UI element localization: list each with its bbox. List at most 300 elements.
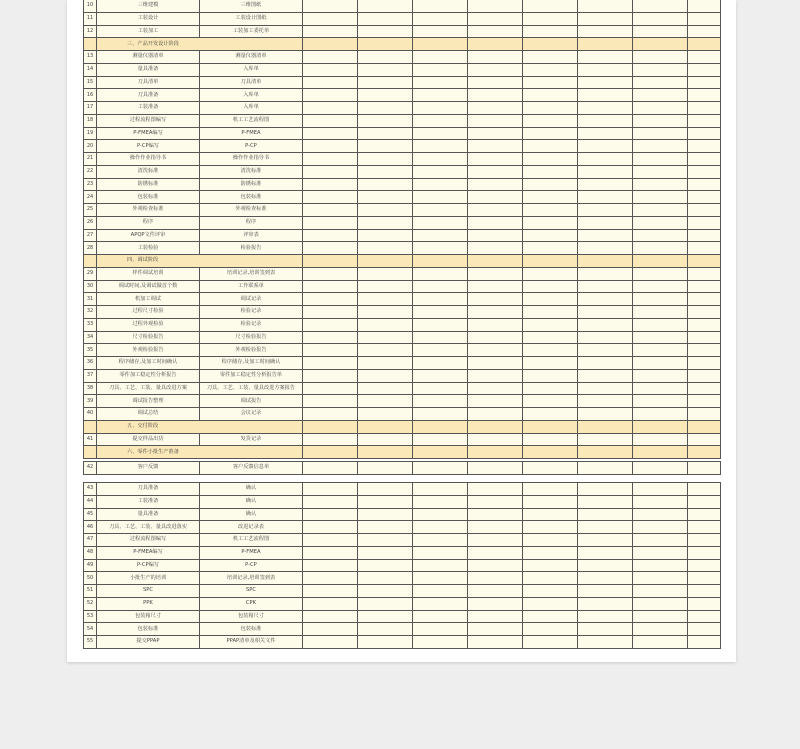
empty-cell (468, 462, 523, 475)
output-cell: 评审表 (200, 229, 303, 242)
empty-cell (633, 318, 688, 331)
empty-cell (303, 89, 358, 102)
row-number-cell: 17 (84, 102, 97, 115)
task-cell: 包装标准 (97, 191, 200, 204)
output-cell: 零件加工稳定性分析报告单 (200, 369, 303, 382)
empty-cell (633, 165, 688, 178)
empty-cell (633, 408, 688, 421)
row-number-cell (84, 446, 97, 459)
task-cell: 过程尺寸检验 (97, 306, 200, 319)
row-number-cell: 15 (84, 76, 97, 89)
empty-cell (523, 306, 578, 319)
empty-cell (303, 331, 358, 344)
table-row (84, 0, 721, 12)
empty-cell (633, 395, 688, 408)
task-cell: 量具准备 (97, 508, 200, 521)
empty-cell (523, 178, 578, 191)
section-row (84, 38, 721, 51)
empty-cell (688, 51, 721, 64)
empty-cell (358, 483, 413, 496)
empty-cell (358, 357, 413, 370)
empty-cell (303, 0, 358, 12)
empty-cell (688, 623, 721, 636)
output-cell: 调试报告 (200, 395, 303, 408)
empty-cell (413, 462, 468, 475)
row-number-cell: 44 (84, 495, 97, 508)
empty-cell (358, 242, 413, 255)
empty-cell (578, 597, 633, 610)
empty-cell (358, 102, 413, 115)
empty-cell (688, 153, 721, 166)
table-row (84, 508, 721, 521)
empty-cell (578, 636, 633, 649)
empty-cell (358, 12, 413, 25)
task-cell: 小批生产的培训 (97, 572, 200, 585)
empty-cell (523, 331, 578, 344)
empty-cell (358, 395, 413, 408)
empty-cell (358, 433, 413, 446)
empty-cell (633, 38, 688, 51)
empty-cell (523, 597, 578, 610)
table-row (84, 534, 721, 547)
row-number-cell: 20 (84, 140, 97, 153)
row-number-cell: 39 (84, 395, 97, 408)
empty-cell (413, 344, 468, 357)
task-cell: 提交样品出货 (97, 433, 200, 446)
empty-cell (413, 25, 468, 38)
task-cell: 客户反馈 (97, 462, 200, 475)
empty-cell (633, 546, 688, 559)
empty-cell (578, 433, 633, 446)
empty-cell (688, 306, 721, 319)
empty-cell (688, 572, 721, 585)
row-number-cell: 54 (84, 623, 97, 636)
empty-cell (468, 12, 523, 25)
empty-cell (413, 534, 468, 547)
empty-cell (303, 127, 358, 140)
output-cell: 改进记录表 (200, 521, 303, 534)
row-number-cell: 45 (84, 508, 97, 521)
empty-cell (413, 369, 468, 382)
empty-cell (468, 127, 523, 140)
table-row (84, 25, 721, 38)
empty-cell (358, 216, 413, 229)
empty-cell (523, 546, 578, 559)
task-cell: 调试报告整理 (97, 395, 200, 408)
table-row (84, 521, 721, 534)
output-cell: 包装标准 (200, 191, 303, 204)
empty-cell (688, 382, 721, 395)
task-cell: 工装设计 (97, 12, 200, 25)
row-number-cell (84, 255, 97, 268)
empty-cell (413, 76, 468, 89)
empty-cell (578, 495, 633, 508)
empty-cell (358, 344, 413, 357)
output-cell: 操作作业指导书 (200, 153, 303, 166)
task-cell: 包装标准 (97, 623, 200, 636)
empty-cell (523, 293, 578, 306)
empty-cell (303, 357, 358, 370)
table-row (84, 63, 721, 76)
table-row (84, 127, 721, 140)
empty-cell (468, 242, 523, 255)
empty-cell (413, 623, 468, 636)
empty-cell (523, 127, 578, 140)
section-row (84, 446, 721, 459)
empty-cell (468, 559, 523, 572)
empty-cell (468, 25, 523, 38)
empty-cell (633, 382, 688, 395)
empty-cell (358, 585, 413, 598)
empty-cell (303, 63, 358, 76)
row-number-cell: 53 (84, 610, 97, 623)
empty-cell (303, 229, 358, 242)
empty-cell (633, 597, 688, 610)
row-number-cell: 46 (84, 521, 97, 534)
table-row (84, 153, 721, 166)
empty-cell (523, 12, 578, 25)
empty-cell (413, 572, 468, 585)
output-cell: 检验报告 (200, 242, 303, 255)
empty-cell (413, 408, 468, 421)
empty-cell (578, 408, 633, 421)
empty-cell (688, 178, 721, 191)
empty-cell (413, 38, 468, 51)
empty-cell (303, 610, 358, 623)
empty-cell (303, 433, 358, 446)
empty-cell (523, 357, 578, 370)
output-cell: 调试记录 (200, 293, 303, 306)
empty-cell (688, 331, 721, 344)
empty-cell (688, 0, 721, 12)
empty-cell (688, 127, 721, 140)
empty-cell (358, 255, 413, 268)
empty-cell (468, 597, 523, 610)
empty-cell (303, 306, 358, 319)
empty-cell (358, 280, 413, 293)
empty-cell (523, 280, 578, 293)
output-cell: 确认 (200, 508, 303, 521)
empty-cell (358, 293, 413, 306)
empty-cell (303, 495, 358, 508)
empty-cell (468, 521, 523, 534)
row-number-cell: 34 (84, 331, 97, 344)
task-cell: 外观检验报告 (97, 344, 200, 357)
empty-cell (578, 267, 633, 280)
row-number-cell: 51 (84, 585, 97, 598)
row-number-cell: 18 (84, 114, 97, 127)
empty-cell (578, 204, 633, 217)
empty-cell (578, 89, 633, 102)
task-cell: 三维建模 (97, 0, 200, 12)
table-row (84, 546, 721, 559)
empty-cell (688, 357, 721, 370)
empty-cell (358, 382, 413, 395)
empty-cell (688, 25, 721, 38)
empty-cell (468, 216, 523, 229)
empty-cell (303, 508, 358, 521)
empty-cell (633, 51, 688, 64)
row-number-cell: 43 (84, 483, 97, 496)
empty-cell (688, 636, 721, 649)
empty-cell (413, 63, 468, 76)
output-cell: 工装加工委托单 (200, 25, 303, 38)
section-title: 三、产品开发设计阶段 (97, 38, 303, 51)
table-row (84, 318, 721, 331)
empty-cell (523, 344, 578, 357)
empty-cell (523, 408, 578, 421)
row-number-cell: 42 (84, 462, 97, 475)
empty-cell (413, 242, 468, 255)
empty-cell (303, 446, 358, 459)
empty-cell (413, 433, 468, 446)
output-cell: 外观检查标准 (200, 204, 303, 217)
empty-cell (633, 559, 688, 572)
empty-cell (358, 51, 413, 64)
empty-cell (523, 559, 578, 572)
empty-cell (688, 12, 721, 25)
empty-cell (413, 280, 468, 293)
empty-cell (633, 229, 688, 242)
empty-cell (523, 636, 578, 649)
empty-cell (633, 242, 688, 255)
empty-cell (413, 610, 468, 623)
empty-cell (523, 153, 578, 166)
row-number-cell: 41 (84, 433, 97, 446)
empty-cell (303, 483, 358, 496)
empty-cell (413, 546, 468, 559)
plan-table-bottom (83, 482, 721, 649)
empty-cell (633, 534, 688, 547)
empty-cell (633, 102, 688, 115)
empty-cell (633, 204, 688, 217)
table-row (84, 12, 721, 25)
empty-cell (468, 331, 523, 344)
row-number-cell: 55 (84, 636, 97, 649)
empty-cell (303, 165, 358, 178)
empty-cell (468, 293, 523, 306)
empty-cell (303, 344, 358, 357)
task-cell: P-FMEA编写 (97, 127, 200, 140)
empty-cell (413, 153, 468, 166)
empty-cell (413, 191, 468, 204)
empty-cell (523, 0, 578, 12)
empty-cell (688, 293, 721, 306)
empty-cell (413, 483, 468, 496)
empty-cell (578, 318, 633, 331)
row-number-cell: 19 (84, 127, 97, 140)
empty-cell (413, 102, 468, 115)
empty-cell (633, 508, 688, 521)
empty-cell (468, 76, 523, 89)
task-cell: 工装准备 (97, 102, 200, 115)
output-cell: 刀具清单 (200, 76, 303, 89)
empty-cell (633, 293, 688, 306)
output-cell: SPC (200, 585, 303, 598)
empty-cell (578, 357, 633, 370)
empty-cell (688, 446, 721, 459)
table-row (84, 572, 721, 585)
empty-cell (578, 38, 633, 51)
empty-cell (578, 508, 633, 521)
empty-cell (468, 178, 523, 191)
empty-cell (468, 102, 523, 115)
empty-cell (358, 408, 413, 421)
empty-cell (578, 462, 633, 475)
empty-cell (358, 0, 413, 12)
empty-cell (633, 521, 688, 534)
output-cell: 刀具、工艺、工装、量具改进方案报告 (200, 382, 303, 395)
task-cell: PPK (97, 597, 200, 610)
output-cell: 程序储存,及加工时间确认 (200, 357, 303, 370)
empty-cell (633, 255, 688, 268)
section-title: 六、零件小批生产准备 (97, 446, 303, 459)
empty-cell (358, 191, 413, 204)
task-cell: P-FMEA编写 (97, 546, 200, 559)
table-row (84, 357, 721, 370)
task-cell: 防锈标准 (97, 178, 200, 191)
output-cell: P-CP (200, 559, 303, 572)
empty-cell (303, 51, 358, 64)
row-number-cell: 25 (84, 204, 97, 217)
empty-cell (523, 216, 578, 229)
empty-cell (523, 25, 578, 38)
table-row (84, 483, 721, 496)
section-title: 五、交付阶段 (97, 420, 303, 433)
empty-cell (303, 12, 358, 25)
empty-cell (633, 610, 688, 623)
empty-cell (633, 76, 688, 89)
empty-cell (633, 344, 688, 357)
empty-cell (413, 267, 468, 280)
empty-cell (633, 191, 688, 204)
empty-cell (633, 483, 688, 496)
empty-cell (413, 318, 468, 331)
row-number-cell: 37 (84, 369, 97, 382)
empty-cell (523, 63, 578, 76)
empty-cell (633, 495, 688, 508)
empty-cell (413, 12, 468, 25)
row-number-cell: 11 (84, 12, 97, 25)
row-number-cell: 12 (84, 25, 97, 38)
empty-cell (358, 306, 413, 319)
output-cell: CPK (200, 597, 303, 610)
empty-cell (688, 63, 721, 76)
empty-cell (468, 114, 523, 127)
empty-cell (578, 242, 633, 255)
table-row (84, 462, 721, 475)
empty-cell (413, 51, 468, 64)
row-number-cell: 31 (84, 293, 97, 306)
empty-cell (523, 610, 578, 623)
task-cell: 工装准备 (97, 495, 200, 508)
output-cell: 测量仪器清单 (200, 51, 303, 64)
empty-cell (633, 446, 688, 459)
empty-cell (358, 610, 413, 623)
plan-table-top (83, 0, 721, 459)
empty-cell (578, 369, 633, 382)
table-row (84, 102, 721, 115)
empty-cell (358, 140, 413, 153)
table-row (84, 204, 721, 217)
output-cell: 确认 (200, 483, 303, 496)
task-cell: 工装加工 (97, 25, 200, 38)
empty-cell (358, 572, 413, 585)
empty-cell (413, 508, 468, 521)
task-cell: 机加工调试 (97, 293, 200, 306)
output-cell: 工作联系单 (200, 280, 303, 293)
row-number-cell: 30 (84, 280, 97, 293)
empty-cell (358, 114, 413, 127)
empty-cell (523, 508, 578, 521)
row-number-cell: 28 (84, 242, 97, 255)
task-cell: 清洗标准 (97, 165, 200, 178)
empty-cell (578, 165, 633, 178)
empty-cell (578, 306, 633, 319)
table-row (84, 382, 721, 395)
output-cell: 包装箱尺寸 (200, 610, 303, 623)
empty-cell (633, 114, 688, 127)
empty-cell (633, 153, 688, 166)
output-cell: 发货记录 (200, 433, 303, 446)
empty-cell (358, 127, 413, 140)
empty-cell (578, 483, 633, 496)
empty-cell (578, 178, 633, 191)
task-cell: 包装箱尺寸 (97, 610, 200, 623)
empty-cell (523, 534, 578, 547)
empty-cell (303, 382, 358, 395)
empty-cell (688, 229, 721, 242)
task-cell: 操作作业指导书 (97, 153, 200, 166)
empty-cell (413, 89, 468, 102)
row-number-cell: 38 (84, 382, 97, 395)
task-cell: 测量仪器清单 (97, 51, 200, 64)
empty-cell (688, 318, 721, 331)
table-row (84, 51, 721, 64)
empty-cell (523, 102, 578, 115)
task-cell: 刀具、工艺、工装、量具改进方案 (97, 382, 200, 395)
empty-cell (688, 521, 721, 534)
empty-cell (523, 165, 578, 178)
empty-cell (303, 462, 358, 475)
empty-cell (468, 433, 523, 446)
empty-cell (578, 0, 633, 12)
empty-cell (523, 382, 578, 395)
empty-cell (358, 89, 413, 102)
empty-cell (413, 293, 468, 306)
empty-cell (578, 293, 633, 306)
empty-cell (633, 267, 688, 280)
empty-cell (688, 369, 721, 382)
empty-cell (523, 255, 578, 268)
empty-cell (468, 382, 523, 395)
empty-cell (688, 433, 721, 446)
empty-cell (578, 102, 633, 115)
empty-cell (358, 267, 413, 280)
task-cell: APQP文件评审 (97, 229, 200, 242)
empty-cell (523, 521, 578, 534)
empty-cell (688, 191, 721, 204)
output-cell: 包装标准 (200, 623, 303, 636)
empty-cell (358, 508, 413, 521)
empty-cell (358, 420, 413, 433)
empty-cell (578, 610, 633, 623)
empty-cell (303, 242, 358, 255)
row-number-cell: 23 (84, 178, 97, 191)
empty-cell (523, 242, 578, 255)
empty-cell (413, 585, 468, 598)
task-cell: 外观检查标准 (97, 204, 200, 217)
